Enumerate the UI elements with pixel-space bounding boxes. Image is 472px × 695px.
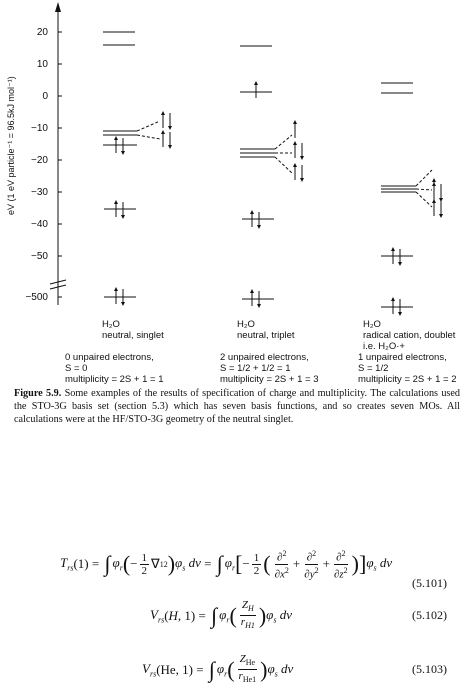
column-label-doublet <box>363 319 455 352</box>
electron-count: 0 unpaired electrons, <box>65 352 154 363</box>
column-label-triplet <box>237 319 295 341</box>
molecule-name: H₂O <box>363 319 381 330</box>
equation-number: (5.101) <box>412 576 447 590</box>
tick-label: 10 <box>36 59 48 70</box>
equation-number: (5.103) <box>412 662 447 676</box>
multiplicity-formula: multiplicity = 2S + 1 = 2 <box>358 374 457 385</box>
column-label-singlet <box>102 319 164 341</box>
y-axis-arrow <box>55 2 61 12</box>
equation-5-102: $V_{rs}$ ( H , 1) = ∫ $\varphi_r$ ( $\frac{Z_H}{r_{H1}}$ ) $\varphi_s$ dv <box>150 599 293 631</box>
electron-count: 1 unpaired electrons, <box>358 352 447 363</box>
molecule-name: H₂O <box>237 319 255 330</box>
equation-5-103: $V_{rs}$ (He, 1) = ∫ $\varphi_r$ ( $\frac{Z_{He}}{r_{He1}}$ ) $\varphi_s$ dv <box>142 653 294 685</box>
equation-5-101: $T_{rs}$ (1) = ∫ $\varphi_r$ ( − $\frac{1}{2}$ ∇ 1 2 ) $\varphi_s$ dv = ∫ $\varphi_r$ [ − $\frac{1}{2}$ ( $\frac{\partial^2}{\partial x^2}$ + $\frac{\partial^2}{\partial y^2}$ + $\frac{\partial^2}{\partial z^2}$ ) ] $\varphi_s$ dv <box>60 549 393 581</box>
equation-number: (5.102) <box>412 608 447 622</box>
spin-value: S = 0 <box>65 363 88 374</box>
tick-label: 20 <box>36 27 48 38</box>
tick-label: −500 <box>25 292 48 303</box>
spin-value: S = 1/2 <box>358 363 389 374</box>
tick-label: −10 <box>31 123 48 134</box>
state-description: radical cation, doublet <box>363 330 456 341</box>
tick-label: −40 <box>31 219 48 230</box>
tick-label: −20 <box>31 155 48 166</box>
spin-info-singlet <box>65 352 163 385</box>
tick-label: −30 <box>31 187 48 198</box>
figure-caption <box>14 387 460 426</box>
electron-count: 2 unpaired electrons, <box>220 352 309 363</box>
mo-energy-diagram <box>0 0 472 330</box>
tick-label: −50 <box>31 251 48 262</box>
spin-info-doublet <box>358 352 456 385</box>
state-description: neutral, triplet <box>237 330 295 341</box>
spin-value: S = 1/2 + 1/2 = 1 <box>220 363 291 374</box>
y-axis-title: eV (1 eV particle⁻¹ = 96.5kJ mol⁻¹) <box>6 76 16 215</box>
molecule-name: H₂O <box>102 319 120 330</box>
state-description: neutral, singlet <box>102 330 164 341</box>
caption-label: Figure 5.9. <box>14 388 62 399</box>
multiplicity-formula: multiplicity = 2S + 1 = 3 <box>220 374 319 385</box>
state-extra: i.e. H₂O·+ <box>363 341 405 352</box>
multiplicity-formula: multiplicity = 2S + 1 = 1 <box>65 374 164 385</box>
spin-info-triplet <box>220 352 318 385</box>
tick-label: 0 <box>42 91 48 102</box>
caption-text: Some examples of the results of specification of charge and multiplicity. The calculations used the STO-3G basis set (section 5.3) which has seven basis functions, and so creates seven MOs. All calculations were at the HF/STO-3G geometry of the neutral singlet. <box>14 388 460 425</box>
